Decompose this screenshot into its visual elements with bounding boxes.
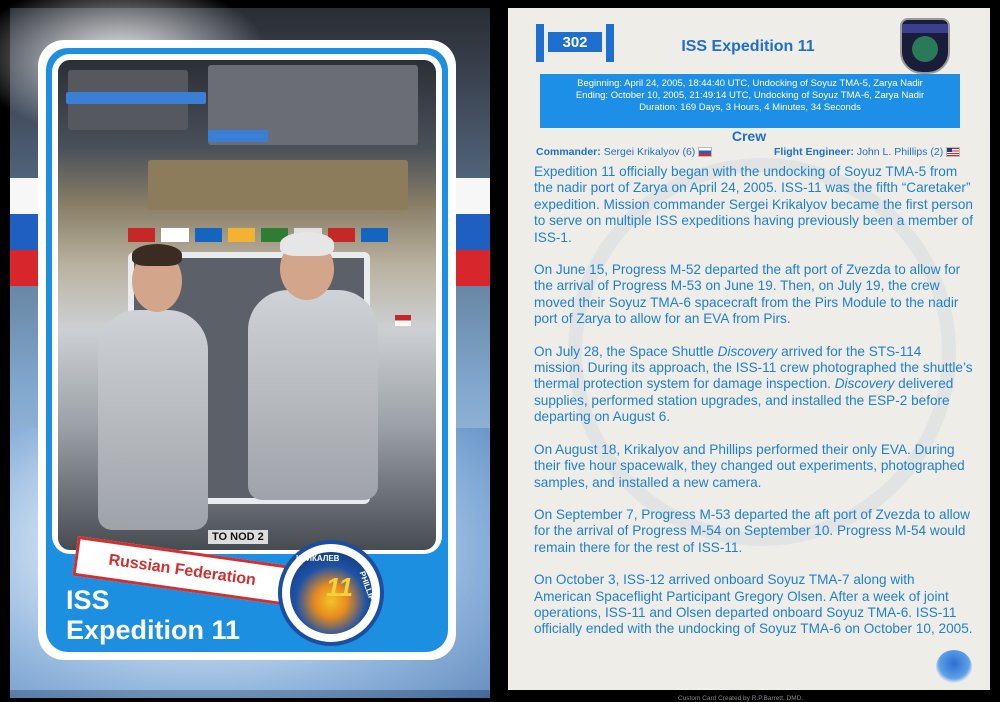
expedition-number: 302 — [548, 32, 602, 52]
patch-emblem — [912, 36, 938, 62]
summary-paragraph: Expedition 11 officially began with the undocking of Soyuz TMA-5 from the nadir port of Zarya on April 24, 2005. ISS-11 was the fifth “Caretaker” expedition. Mission commander Sergei Krikalyov became the first person to serve on multiple ISS expeditions having previously been a member of ISS-1. — [534, 164, 974, 245]
info-beginning: Beginning: April 24, 2005, 18:44:40 UTC, Undocking of Soyuz TMA-5, Zarya Nadir — [577, 78, 923, 89]
mission-patch — [278, 540, 384, 646]
front-title — [66, 585, 240, 645]
astronaut-hair — [132, 244, 182, 266]
engineer-label: Flight Engineer: — [774, 146, 854, 158]
usa-flag-icon — [946, 147, 960, 157]
blue-handrail — [66, 92, 206, 104]
engineer-line — [774, 146, 960, 158]
commander-label: Commander: — [536, 146, 601, 158]
front-title-line1: ISS — [66, 585, 110, 615]
summary-paragraph: On October 3, ISS-12 arrived onboard Soyuz TMA-7 along with American Spaceflight Participant Gregory Olsen. After a week of joint operations, ISS-11 and Olsen departed onboard Soyuz TMA-6. ISS-11 officially ended with the undocking of Soyuz TMA-6 on October 10, 2005. — [534, 572, 973, 637]
us-flag-patch — [395, 315, 411, 326]
astronaut-krikalyov — [98, 310, 208, 530]
info-duration: Duration: 169 Days, 3 Hours, 4 Minutes, 34 Seconds — [639, 102, 861, 113]
sts-text: delivered supplies, performed station upgrades, and installed the ESP-2 before departing on August 6. — [534, 376, 954, 425]
summary-paragraph: On August 18, Krikalyov and Phillips performed their only EVA. During their five hour spacewalk, they changed out experiments, photographed samples, and installed a new camera. — [534, 441, 965, 490]
cargo-net — [148, 160, 408, 210]
engineer-name: John L. Phillips (2) — [856, 146, 944, 158]
front-title-line2: Expedition 11 — [66, 615, 241, 645]
expedition-summary — [534, 164, 974, 654]
shuttle-name: Discovery — [834, 376, 895, 392]
sts-text: On July 28, the Space Shuttle — [534, 343, 718, 359]
card-back — [508, 8, 990, 702]
summary-paragraph: On June 15, Progress M-52 departed the aft port of Zvezda to allow for the arrival of Progress M-53 on June 19. Then, on July 19, the crew moved their Soyuz TMA-6 spacecraft from the Pirs Module to the nadir port of Zarya to allow for an EVA from Pirs. — [534, 262, 961, 327]
card-credit: Custom Card Created by R.P.Barrett, DMD. — [678, 695, 804, 702]
patch-name-phillips: PHILLIPS — [357, 570, 379, 607]
commander-name: Sergei Krikalyov (6) — [603, 146, 696, 158]
summary-paragraph-sts — [534, 344, 974, 426]
iss-number-logo — [536, 24, 616, 62]
patch-number: 11 — [326, 572, 353, 602]
summary-paragraph: On September 7, Progress M-53 departed the aft port of Zvezda to allow for the arrival of Progress M-54 on September 10. Progress M-54 would remain there for the rest of ISS-11. — [534, 506, 970, 555]
back-title: ISS Expedition 11 — [681, 38, 815, 55]
flag-row — [128, 228, 388, 246]
mission-logo-patch — [900, 18, 950, 74]
country-nameplate: Russian Federation — [72, 536, 291, 606]
commander-line — [536, 146, 712, 158]
info-ending: Ending: October 10, 2005, 21:49:14 UTC, Undocking of Soyuz TMA-6, Zarya Nadir — [575, 90, 925, 101]
creator-logo — [936, 650, 972, 684]
hatch-sign: TO NOD 2 — [208, 530, 268, 544]
astronaut-phillips — [248, 290, 378, 500]
shuttle-name: Discovery — [717, 343, 778, 359]
crew-heading: Crew — [731, 128, 767, 144]
astronaut-hair — [280, 232, 334, 256]
mission-info-box — [540, 74, 960, 128]
logo-bar — [606, 24, 614, 62]
patch-band — [902, 24, 948, 33]
logo-bar — [536, 24, 544, 62]
crew-photo — [58, 60, 436, 550]
russia-flag-icon — [698, 147, 712, 157]
sts-text: arrived for the STS-114 mission. During its approach, the ISS-11 crew photographed the shuttle’s thermal protection system for damage inspection. — [534, 343, 973, 392]
blue-handrail — [208, 130, 268, 142]
patch-name-krikalyov: КРИКАЛЕВ — [296, 554, 340, 563]
